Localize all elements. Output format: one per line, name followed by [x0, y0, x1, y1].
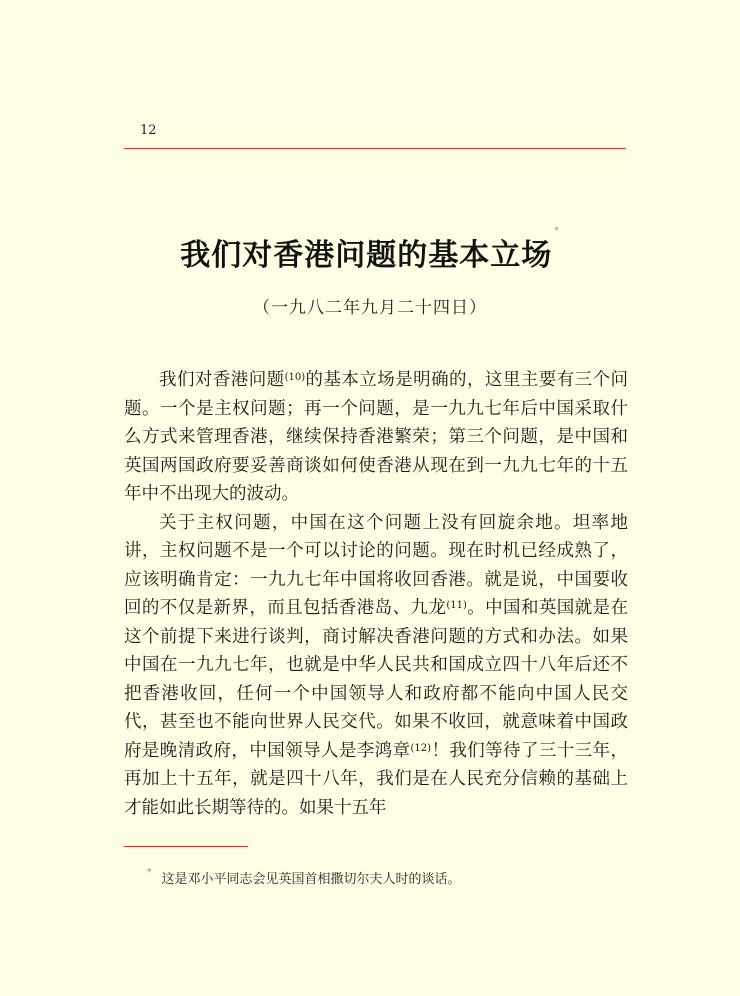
footnote-text: 这是邓小平同志会见英国首相撒切尔夫人时的谈话。 [161, 872, 461, 887]
footnote [147, 868, 627, 887]
title-text: 我们对香港问题的基本立场 [180, 238, 553, 273]
paragraph [124, 509, 628, 823]
body-text [124, 366, 628, 822]
footnote-rule [124, 846, 248, 847]
text-run: 我们对香港问题 [159, 370, 285, 390]
title-footnote-mark: * [554, 226, 560, 236]
header-rule [124, 148, 626, 149]
page-title [0, 226, 740, 274]
reference-mark: (10) [284, 372, 306, 383]
reference-mark: (12) [410, 742, 432, 754]
text-run: 。中国和英国就是在这个前提下来进行谈判，商讨解决香港问题的方式和办法。如果中国在一九九七年，也就是中华人民共和国成立四十八年后还不把香港收回，任何一个中国领导人和政府都不能向中国人民交代，甚至也不能向世界人民交代。如果不收回，就意味着中国政府是晚清政府，中国领导人是李鸿章 [124, 598, 628, 761]
reference-mark: (11) [446, 600, 467, 611]
text-run: 关于主权问题，中国在这个问题上没有回旋余地。坦率地讲，主权问题不是一个可以讨论的问题。现在时机已经成熟了，应该明确肯定：一九九七年中国将收回香港。就是说，中国要收回的不仅是新界，而且包括香港岛、九龙 [124, 512, 628, 618]
paragraph [124, 366, 628, 509]
footnote-mark: * [147, 868, 152, 878]
date-line: （一九八二年九月二十四日） [253, 298, 487, 318]
text-run: 的基本立场是明确的，这里主要有三个问题。一个是主权问题；再一个问题，是一九九七年后中国采取什么方式来管理香港，继续保持香港繁荣；第三个问题，是中国和英国两国政府要妥善商谈如何使香港从现在到一九九七年的十五年中不出现大的波动。 [124, 370, 629, 504]
page-number: 12 [140, 123, 157, 138]
text-run: ！我们等待了三十三年，再加上十五年，就是四十八年，我们是在人民充分信赖的基础上才能如此长期等待的。如果十五年 [124, 740, 628, 818]
